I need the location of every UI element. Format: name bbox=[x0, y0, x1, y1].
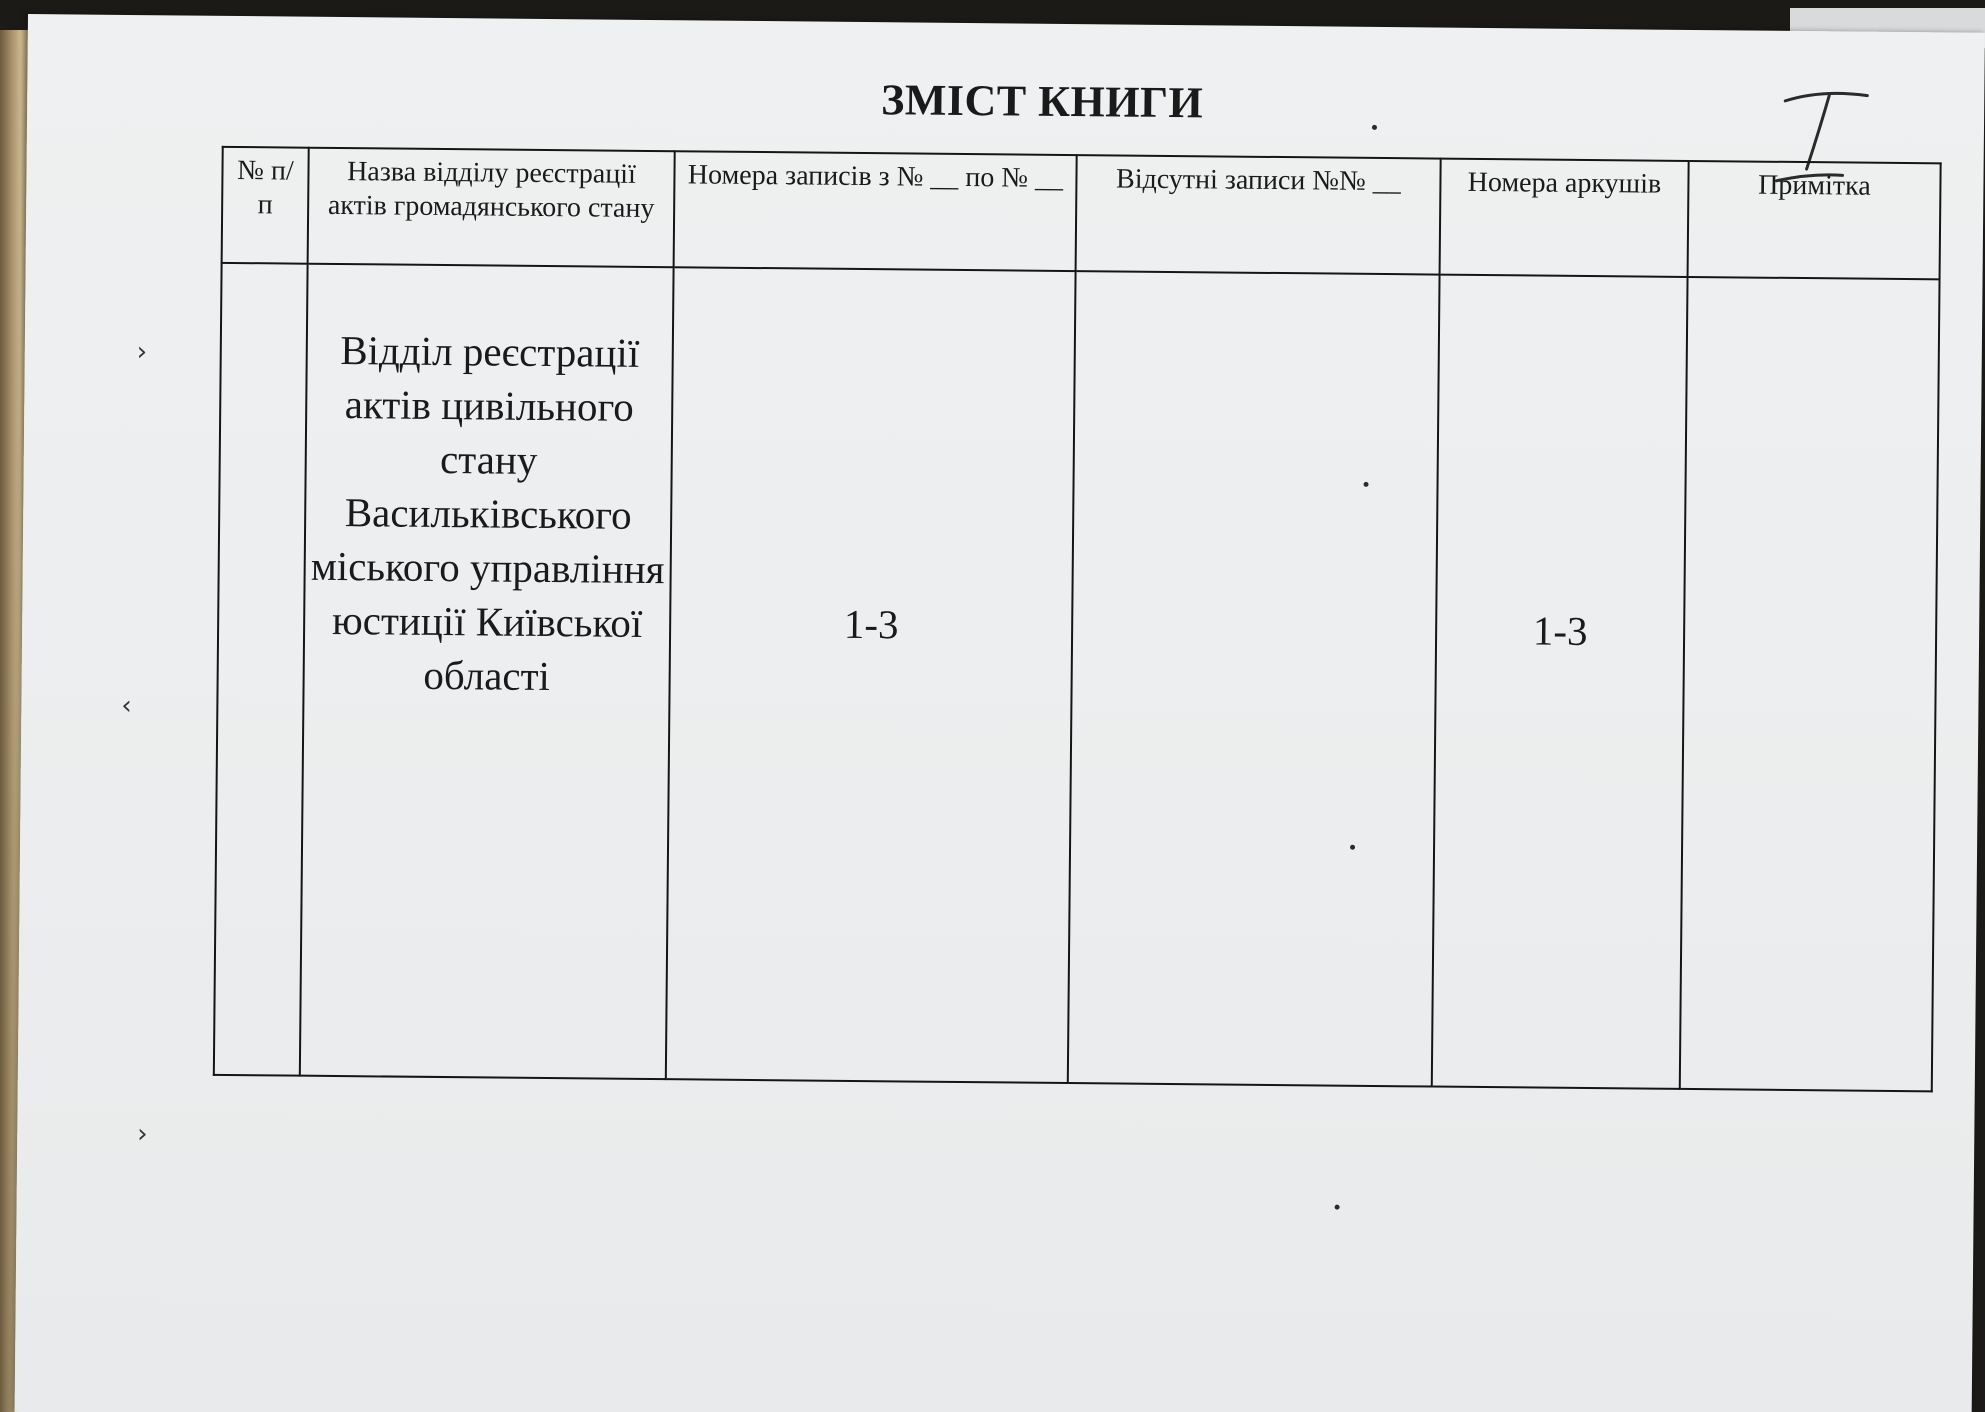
ink-speck bbox=[1350, 845, 1355, 850]
header-note: Примітка bbox=[1688, 161, 1941, 279]
contents-table bbox=[213, 146, 1942, 1092]
document-page bbox=[15, 14, 1985, 1412]
punch-hole-mark: ‹ bbox=[121, 690, 132, 722]
punch-hole-mark: › bbox=[136, 337, 148, 368]
cell-department: Відділ реєстрації актів цивільного стану Васильківського міського управління юстиції Київської області bbox=[300, 264, 674, 1079]
header-row bbox=[222, 147, 1941, 279]
header-department: Назва відділу реєстрації актів громадянського стану bbox=[308, 148, 675, 268]
cell-record-numbers: 1-3 bbox=[666, 267, 1076, 1083]
header-sheet-numbers: Номера аркушів bbox=[1440, 159, 1689, 277]
table-header bbox=[222, 147, 1941, 279]
header-record-numbers: Номера записів з № __ по № __ bbox=[674, 151, 1077, 271]
ink-speck bbox=[1335, 1205, 1340, 1210]
header-missing-records: Відсутні записи №№ __ bbox=[1076, 155, 1441, 274]
page-title: ЗМІСТ КНИГИ bbox=[880, 75, 1204, 128]
cell-missing-records bbox=[1068, 271, 1440, 1086]
ink-speck bbox=[1372, 125, 1377, 130]
header-number: № п/п bbox=[222, 147, 309, 264]
cell-number bbox=[214, 263, 308, 1076]
table-row bbox=[214, 263, 1940, 1091]
ink-speck bbox=[1364, 482, 1369, 487]
cell-note bbox=[1680, 277, 1940, 1091]
cell-sheet-numbers: 1-3 bbox=[1432, 275, 1688, 1089]
punch-hole-mark: › bbox=[137, 1119, 148, 1150]
